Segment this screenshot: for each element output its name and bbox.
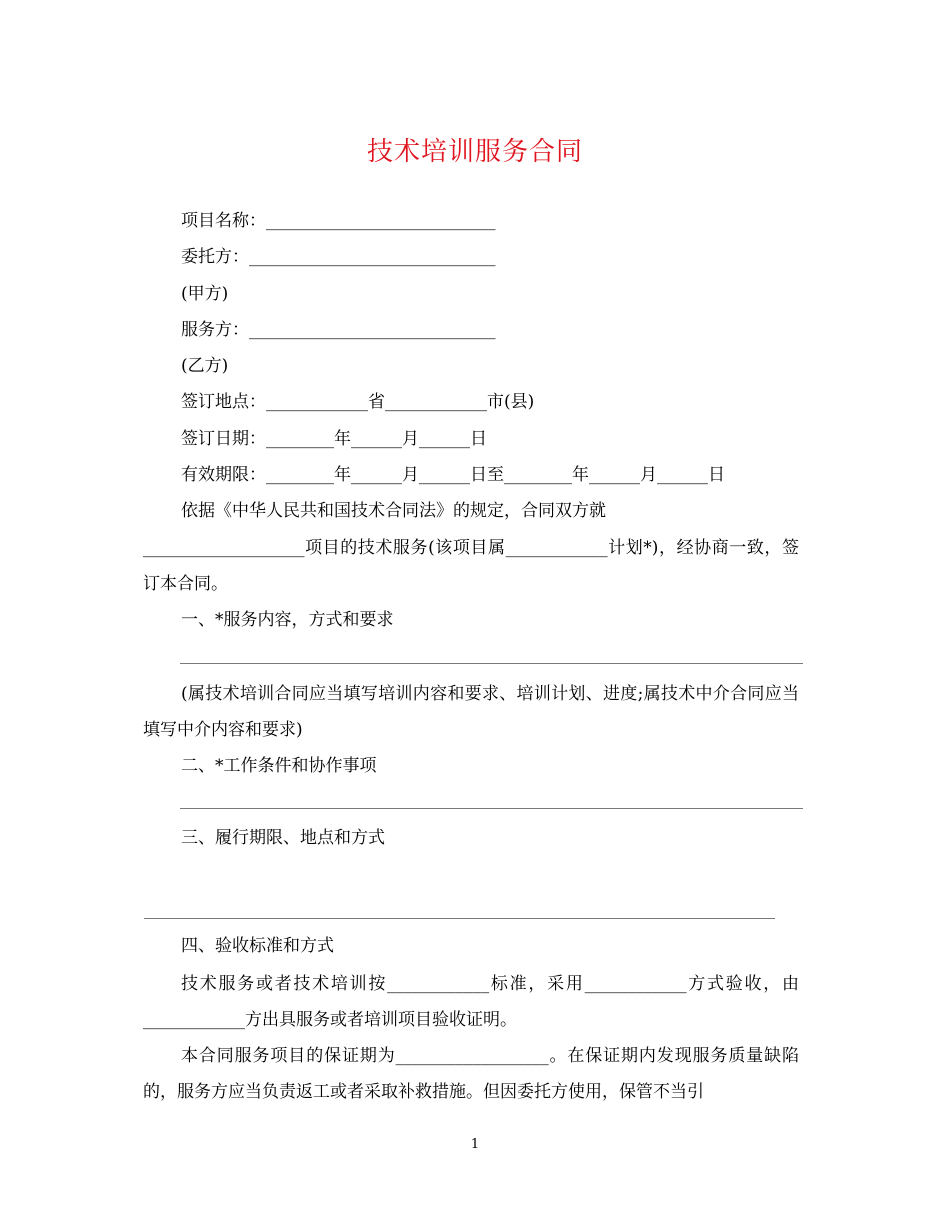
section-1-blank-line [180, 663, 803, 664]
document-title: 技术培训服务合同 [366, 137, 583, 167]
section-1-note: (属技术培训合同应当填写培训内容和要求、培训计划、进度;属技术中介合同应当填写中介内容和要求) [143, 684, 799, 740]
intro-line: 依据《中华人民共和国技术合同法》的规定，合同双方就 [181, 501, 606, 521]
section-4-heading: 四、验收标准和方式 [181, 936, 334, 956]
page-number: 1 [470, 1137, 480, 1152]
section-2-blank-line [180, 808, 803, 809]
section-3-heading: 三、履行期限、地点和方式 [181, 828, 385, 848]
intro-paragraph: ___________________项目的技术服务(该项目属____________计划*)，经协商一致，签订本合同。 [143, 538, 799, 594]
client-field: 委托方：_____________________________ [181, 247, 496, 267]
section-2-heading: 二、*工作条件和协作事项 [181, 756, 377, 776]
signing-place-field: 签订地点：____________省____________市(县) [181, 392, 535, 412]
section-1-heading: 一、*服务内容，方式和要求 [181, 610, 394, 630]
project-name-field: 项目名称：___________________________ [181, 211, 496, 231]
signing-date-field: 签订日期：________年______月______日 [181, 429, 487, 449]
party-b-label: (乙方) [181, 356, 229, 376]
warranty-paragraph: 本合同服务项目的保证期为__________________。在保证期内发现服务质量缺陷的，服务方应当负责返工或者采取补救措施。但因委托方使用，保管不当引 [143, 1046, 799, 1102]
acceptance-paragraph: 技术服务或者技术培训按____________标准，采用____________方式验收，由____________方出具服务或者培训项目验收证明。 [143, 974, 799, 1030]
validity-field: 有效期限：________年______月______日至________年______月______日 [181, 465, 725, 485]
provider-field: 服务方：_____________________________ [181, 320, 496, 340]
party-a-label: (甲方) [181, 284, 229, 304]
section-3-blank-line [144, 918, 775, 919]
